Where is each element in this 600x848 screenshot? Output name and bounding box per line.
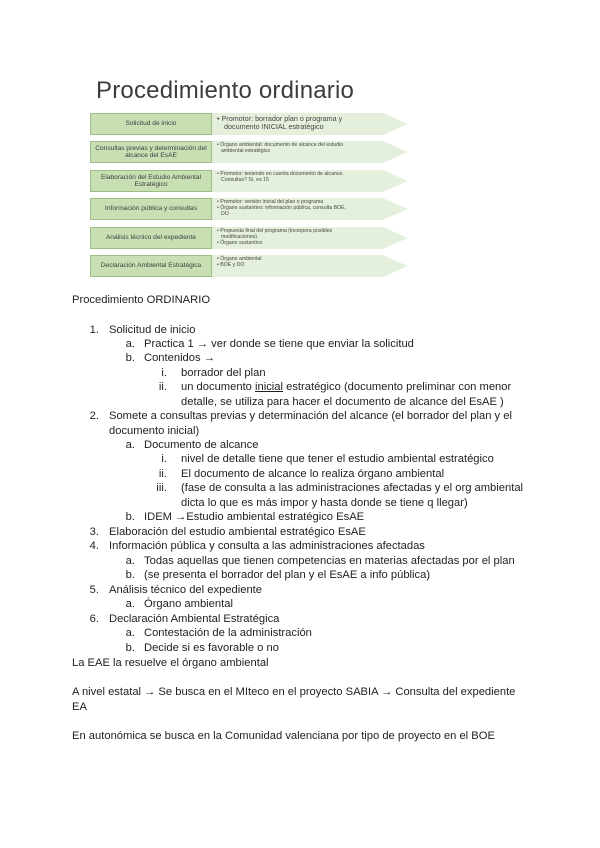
list-item: Decide si es favorable o no: [144, 642, 279, 654]
paragraph: A nivel estatal → Se busca en el MIteco en el proyecto SABIA → Consulta del expediente: [72, 686, 516, 698]
slide-step-desc: • Propuesta final del programa (incorpora posibles modificaciones) • Órgano sustantivo: [217, 228, 333, 247]
underlined-word: inicial: [255, 381, 283, 393]
list-number: b.: [125, 569, 135, 581]
slide-row: [90, 141, 420, 163]
list-item: Elaboración del estudio ambiental estratégico EsAE: [109, 526, 366, 538]
list-number: 4.: [89, 540, 99, 552]
list-number: a.: [125, 338, 135, 350]
list-number: 5.: [89, 584, 99, 596]
slide-step: Declaración Ambiental Estratégica: [90, 255, 212, 277]
list-item: Contenidos →: [144, 352, 215, 364]
list-item: El documento de alcance lo realiza órgano ambiental: [181, 468, 445, 480]
slide-step-desc: • Promotor: versión inicial del plan o programa • Órgano sustantivo: información pública, consulta BOE, DO: [217, 199, 346, 218]
slide-step-desc: • Órgano ambiental: documento de alcance del estudio ambiental estratégico: [217, 142, 344, 155]
list-item: un documento inicial estratégico (documento preliminar con menor: [181, 381, 512, 393]
list-number: b.: [125, 642, 135, 654]
list-item: Solicitud de inicio: [109, 324, 196, 336]
slide-step-desc: • Órgano ambiental • BOE y DO: [217, 256, 262, 269]
list-number: b.: [125, 511, 135, 523]
list-number: a.: [125, 598, 135, 610]
list-item: (fase de consulta a las administraciones afectadas y el org ambiental: [181, 482, 524, 494]
list-item: nivel de detalle tiene que tener el estudio ambiental estratégico: [181, 453, 494, 465]
slide-step: Análisis técnico del expediente: [90, 227, 212, 249]
list-number: a.: [125, 555, 135, 567]
list-number: a.: [125, 627, 135, 639]
list-item: Declaración Ambiental Estratégica: [109, 613, 280, 625]
slide-step: Solicitud de inicio: [90, 113, 212, 135]
list-item: Documento de alcance: [144, 439, 259, 451]
slide-row: [90, 113, 420, 135]
list-item: IDEM →Estudio ambiental estratégico EsAE: [144, 511, 365, 523]
list-item: Información pública y consulta a las administraciones afectadas: [109, 540, 425, 552]
list-item: (se presenta el borrador del plan y el EsAE a info pública): [144, 569, 431, 581]
list-item: Contestación de la administración: [144, 627, 312, 639]
paragraph-continuation: EA: [72, 701, 87, 713]
list-number: i.: [161, 453, 167, 465]
list-item: Análisis técnico del expediente: [109, 584, 262, 596]
list-item-continuation: detalle, se utiliza para hacer el documento de alcance del EsAE ): [181, 396, 504, 408]
slide-row: [90, 170, 420, 192]
slide-step: Elaboración del Estudio Ambiental Estratégico: [90, 170, 212, 192]
slide-title: Procedimiento ordinario: [96, 77, 355, 104]
list-number: 1.: [89, 324, 99, 336]
slide-row: [90, 255, 420, 277]
list-number: b.: [125, 352, 135, 364]
list-number: 3.: [89, 526, 99, 538]
list-number: 2.: [89, 410, 99, 422]
list-item: Todas aquellas que tienen competencias en materias afectadas por el plan: [144, 555, 515, 567]
slide-image: [90, 76, 420, 284]
slide-row: [90, 198, 420, 220]
list-item: Practica 1 → ver donde se tiene que enviar la solicitud: [144, 338, 414, 350]
list-item: borrador del plan: [181, 367, 266, 379]
list-item-continuation: dicta lo que es más impor y hasta donde se tiene q llegar): [181, 497, 468, 509]
paragraph: La EAE la resuelve el órgano ambiental: [72, 657, 269, 669]
list-number: iii.: [156, 482, 167, 494]
slide-row: [90, 227, 420, 249]
list-number: 6.: [89, 613, 99, 625]
slide-step-desc: • Promotor: teniendo en cuenta documento de alcance. Consultas? Sí, es 15: [217, 171, 344, 184]
paragraph: En autonómica se busca en la Comunidad valenciana por tipo de proyecto en el BOE: [72, 730, 495, 742]
slide-step: Información pública y consultas: [90, 198, 212, 220]
list-item: Órgano ambiental: [144, 598, 233, 610]
slide-step: Consultas previas y determinación del alcance del EsAE: [90, 141, 212, 163]
list-item-continuation: documento inicial): [109, 425, 200, 437]
list-item: Somete a consultas previas y determinación del alcance (el borrador del plan y el: [109, 410, 512, 422]
slide-step-desc: • Promotor: borrador plan o programa y documento INICIAL estratégico: [217, 114, 343, 131]
list-number: ii.: [158, 468, 167, 480]
list-number: i.: [161, 367, 167, 379]
doc-heading: Procedimiento ORDINARIO: [72, 294, 211, 306]
list-number: a.: [125, 439, 135, 451]
list-number: ii.: [158, 381, 167, 393]
